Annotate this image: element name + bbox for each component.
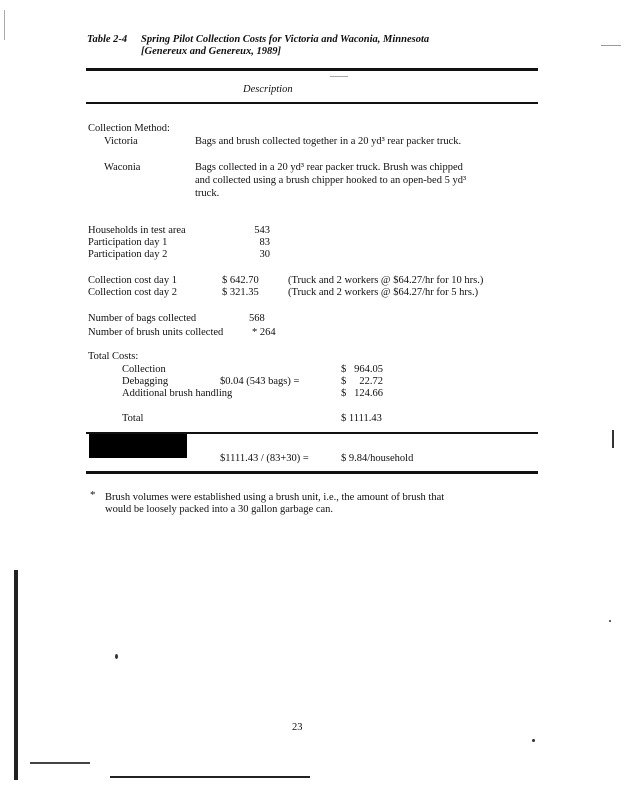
brush-handling-value: $ 124.66 <box>341 388 383 399</box>
scan-speck <box>601 45 621 46</box>
scan-speck <box>4 10 5 40</box>
footnote-line2: would be loosely packed into a 30 gallon garbage can. <box>105 504 334 515</box>
table-title: Spring Pilot Collection Costs for Victoria and Waconia, Minnesota <box>141 34 430 45</box>
participation-day2-label: Participation day 2 <box>88 249 168 260</box>
debagging-calc: $0.04 (543 bags) = <box>220 376 300 387</box>
cost-day2-value: $ 321.35 <box>222 287 259 298</box>
scan-speck <box>330 76 348 77</box>
collection-cost-label: Collection <box>122 364 166 375</box>
cost-day1-value: $ 642.70 <box>222 275 259 286</box>
brush-units-value: * 264 <box>252 327 276 338</box>
households-label: Households in test area <box>88 225 186 236</box>
cost-day1-label: Collection cost day 1 <box>88 275 177 286</box>
total-label: Total <box>122 413 144 424</box>
waconia-description-line1: Bags collected in a 20 yd³ rear packer truck. Brush was chipped <box>195 162 463 173</box>
households-value: 543 <box>254 225 270 236</box>
bottom-scan-line <box>110 776 310 778</box>
participation-day1-value: 83 <box>259 237 270 248</box>
scan-speck <box>115 654 118 659</box>
cost-day1-note: (Truck and 2 workers @ $64.27/hr for 10 hrs.) <box>288 275 484 286</box>
victoria-label: Victoria <box>104 136 138 147</box>
scan-speck <box>532 739 535 742</box>
waconia-description-line3: truck. <box>195 188 220 199</box>
bags-label: Number of bags collected <box>88 313 197 324</box>
column-header: Description <box>243 84 293 95</box>
collection-method-heading: Collection Method: <box>88 123 170 134</box>
page-number: 23 <box>292 722 303 733</box>
cost-day2-note: (Truck and 2 workers @ $64.27/hr for 5 hrs.) <box>288 287 479 298</box>
per-household-result: $ 9.84/household <box>341 453 414 464</box>
total-costs-heading: Total Costs: <box>88 351 139 362</box>
scan-speck <box>612 430 614 448</box>
participation-day1-label: Participation day 1 <box>88 237 168 248</box>
table-citation: [Genereux and Genereux, 1989] <box>141 46 281 57</box>
total-value: $ 1111.43 <box>341 413 382 424</box>
per-household-calc: $1111.43 / (83+30) = <box>220 453 309 464</box>
debagging-value: $ 22.72 <box>341 376 383 387</box>
scan-speck <box>609 620 611 622</box>
brush-units-label: Number of brush units collected <box>88 327 224 338</box>
debagging-label: Debagging <box>122 376 169 387</box>
waconia-label: Waconia <box>104 162 141 173</box>
bottom-rule <box>86 471 538 474</box>
participation-day2-value: 30 <box>259 249 270 260</box>
cost-day2-label: Collection cost day 2 <box>88 287 177 298</box>
collection-cost-value: $ 964.05 <box>341 364 383 375</box>
waconia-description-line2: and collected using a brush chipper hooked to an open-bed 5 yd³ <box>195 175 467 186</box>
scan-smear <box>30 762 90 764</box>
footnote-line1: Brush volumes were established using a brush unit, i.e., the amount of brush that <box>105 492 445 503</box>
victoria-description: Bags and brush collected together in a 20 yd³ rear packer truck. <box>195 136 462 147</box>
redaction-bar <box>89 434 187 458</box>
bags-value: 568 <box>249 313 265 324</box>
footnote-marker: * <box>90 489 96 501</box>
header-rule <box>86 102 538 104</box>
brush-handling-label: Additional brush handling <box>122 388 233 399</box>
top-rule <box>86 68 538 71</box>
table-number: Table 2-4 <box>87 34 128 45</box>
scan-edge-artifact <box>14 570 18 780</box>
